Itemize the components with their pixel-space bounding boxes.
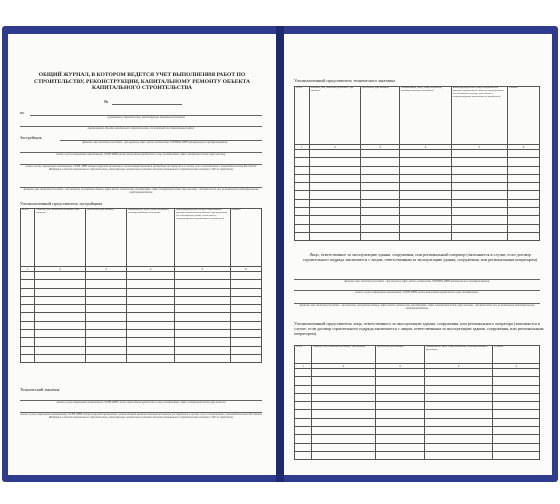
- table-row[interactable]: [295, 377, 540, 385]
- table-row[interactable]: [21, 313, 262, 321]
- table-row[interactable]: [21, 272, 262, 280]
- table-row[interactable]: [295, 174, 540, 182]
- operator-rep-table: [294, 345, 540, 460]
- table-row[interactable]: [295, 232, 540, 240]
- tech-col-number: 4: [400, 145, 451, 150]
- table-row[interactable]: [21, 354, 262, 362]
- tech-col-number: 3: [361, 145, 400, 150]
- object-caption: (наименование объекта капитального строительства, его почтовый или строительный адрес): [87, 127, 195, 130]
- op-header-signature: Подпись: [493, 346, 540, 364]
- table-row[interactable]: [295, 410, 540, 418]
- table-row[interactable]: [295, 451, 540, 459]
- tech-col-number: 2: [309, 145, 360, 150]
- journal-number-field[interactable]: [112, 104, 182, 105]
- table-row[interactable]: [295, 191, 540, 199]
- table-row[interactable]: [295, 418, 540, 426]
- fio-caption: фамилия, имя, отчество (последнее - при наличии), паспортные данные, адрес места жительства, телефон/факс, адрес электронной почты (при наличии) - для физических лиц, не являющихся индивидуальными предпринимателями: [23, 188, 259, 195]
- journal-title: ОБЩИЙ ЖУРНАЛ, В КОТОРОМ ВЕДЕТСЯ УЧЕТ ВЫПОЛНЕНИЯ РАБОТ ПО СТРОИТЕЛЬСТВУ, РЕКОНСТРУКЦИИ, КАПИТАЛЬНОМУ РЕМОНТУ ОБЪЕКТА КАПИТАЛЬНОГО СТРОИТЕЛЬСТВА: [33, 72, 251, 92]
- rep-col-number: 1: [21, 267, 35, 272]
- op-header-fio: Фамилия, имя, отчество (последнее - при наличии): [312, 346, 376, 364]
- op-header-position: Должность (при наличии): [375, 346, 424, 364]
- table-row[interactable]: [295, 199, 540, 207]
- table-row[interactable]: [295, 435, 540, 443]
- zastroyshik-caption: фамилия, имя, отчество (последнее - при наличии), адрес места жительства, ОГРНИП, ИНН индивидуального предпринимателя,: [82, 141, 228, 144]
- table-row[interactable]: [21, 330, 262, 338]
- rep-header-id: Идентификационный номер в национальном реестре специалистов в области строительства (за исключением случаев, когда члены в саморегулируемой организации не требуются): [175, 209, 230, 267]
- tech-caption-2: полное и (или) сокращенное наименование, ОГРН, ИНН саморегулируемой организации, членом которой является технический заказчик (не требуется в случаях, если в соответствии с законодательством Российской Федерации в области капитального строительства, реконструкции, капитального ремонта объектов капитального строительства членство в СРО не требуется): [20, 413, 262, 420]
- tech-header-fio: Фамилия, имя, отчество (последнее - при наличии): [309, 87, 360, 145]
- table-row[interactable]: [295, 216, 540, 224]
- table-row[interactable]: [295, 443, 540, 451]
- rep-header-num: № п/п: [21, 209, 35, 267]
- op-col-number: 1: [295, 364, 312, 369]
- operator-caption-1: фамилия, имя, отчество (последнее - при наличии), адрес места жительства, ОГРНИП, ИНН индивидуального предпринимателя,: [344, 280, 490, 283]
- right-page: [284, 34, 552, 475]
- tech-col-number: 5: [451, 145, 507, 150]
- table-row[interactable]: [295, 208, 540, 216]
- table-row[interactable]: [295, 393, 540, 401]
- tech-rep-label: Уполномоченный представитель технического заказчика: [294, 78, 396, 83]
- operator-label: Лицо, ответственное за эксплуатацию здания, сооружения, или региональный оператор (заполняется в случае, если договор строительного подряда заключается с лицом, ответственным за эксплуатацию здания, сооружения, или региональным оператором): [302, 252, 538, 262]
- left-page: [8, 34, 276, 475]
- rep-col-number: 5: [175, 267, 230, 272]
- tech-caption-1: полное и (или) сокращенное наименование, ОГРН, ИНН, место нахождения юридического лица, телефон/факс, адрес электронной почты (при наличии): [56, 401, 226, 404]
- table-row[interactable]: [295, 427, 540, 435]
- op-col-number: 5: [493, 364, 540, 369]
- po-label: по: [20, 110, 25, 115]
- tech-header-id: Идентификационный номер в национальном реестре специалистов в области строительства (за исключением случаев, когда члены в саморегулируемой организации не требуются): [451, 87, 507, 145]
- operator-caption-2: полное и (или) сокращенное наименование, ОГРН, ИНН, место нахождения юридического лица, телефон/факс,: [355, 291, 479, 294]
- rep-header-document: Наименование, дата, номер документа, подтверждающего полномочия: [127, 209, 175, 267]
- table-row[interactable]: [295, 402, 540, 410]
- org-caption: полное и (или) сокращенное наименование, ОГРН, ИНН, место нахождения юридического лица, телефон/факс, адрес электронной почты (при наличии),: [56, 153, 226, 156]
- rep-zastroyshik-table: [20, 208, 262, 363]
- rep-col-number: 2: [35, 267, 86, 272]
- op-col-number: 4: [424, 364, 493, 369]
- tech-col-number: 1: [295, 145, 310, 150]
- tech-zakazchik-label: Технический заказчик: [20, 387, 60, 392]
- tech-col-number: 6: [508, 145, 540, 150]
- op-header-num: № п/п: [295, 346, 312, 364]
- tech-header-position: Должность (при наличии): [361, 87, 400, 145]
- rep-zastroyshik-label: Уполномоченный представитель застройщика: [20, 201, 103, 206]
- op-col-number: 3: [375, 364, 424, 369]
- journal-number-label: №: [104, 99, 109, 104]
- tech-header-signature: Подпись: [508, 87, 540, 145]
- op-col-number: 2: [312, 364, 376, 369]
- rep-header-fio: Фамилия, имя, отчество (последнее - при наличии): [35, 209, 86, 267]
- table-row[interactable]: [21, 296, 262, 304]
- table-row[interactable]: [295, 183, 540, 191]
- tech-header-document: Наименование, дата, номер документа, подтверждающего полномочия: [400, 87, 451, 145]
- operator-caption-3: фамилия, имя, отчество (последнее - при наличии), паспортные данные, адрес места жительства, телефон/факс, адрес электронной почты (при наличии) - для физических лиц, не являющихся индивидуальными предпринимателями: [299, 304, 535, 311]
- table-row[interactable]: [21, 338, 262, 346]
- table-row[interactable]: [21, 288, 262, 296]
- op-header-document: Наименование, дата, номер документа, подтверждающего полномочия: [424, 346, 493, 364]
- sro-caption: полное и (или) сокращенное наименование, ОГРН, ИНН саморегулируемой организации, членом которой является застройщик (не требуется в случаях, если в соответствии с законодательством Российской Федерации в области капитального строительства, реконструкции, капитального ремонта объектов капитального строительства членство в СРО не требуется): [25, 165, 257, 172]
- zastroyshik-label: Застройщик: [20, 135, 42, 140]
- operator-rep-label: Уполномоченный представитель лица, ответственного за эксплуатацию здания, сооружения, или регионального оператора (заполняется в случае, если договор строительного подряда заключается с лицом, ответственным за эксплуатацию здания, сооружения, или региональным оператором): [294, 321, 544, 336]
- table-row[interactable]: [295, 150, 540, 158]
- table-row[interactable]: [295, 224, 540, 232]
- tech-rep-table: [294, 86, 540, 241]
- rep-header-signature: Подпись: [230, 209, 261, 267]
- table-row[interactable]: [295, 385, 540, 393]
- table-row[interactable]: [21, 346, 262, 354]
- table-row[interactable]: [21, 305, 262, 313]
- rep-col-number: 6: [230, 267, 261, 272]
- journal-spine: [276, 26, 284, 482]
- tech-header-num: № п/п: [295, 87, 310, 145]
- table-row[interactable]: [21, 321, 262, 329]
- table-row[interactable]: [295, 166, 540, 174]
- po-caption: (указывается строительство, реконструкция, капитальный ремонт): [107, 116, 185, 119]
- table-row[interactable]: [21, 280, 262, 288]
- rep-header-position: Должность (при наличии): [86, 209, 127, 267]
- table-row[interactable]: [295, 158, 540, 166]
- table-row[interactable]: [295, 369, 540, 377]
- rep-col-number: 4: [127, 267, 175, 272]
- rep-col-number: 3: [86, 267, 127, 272]
